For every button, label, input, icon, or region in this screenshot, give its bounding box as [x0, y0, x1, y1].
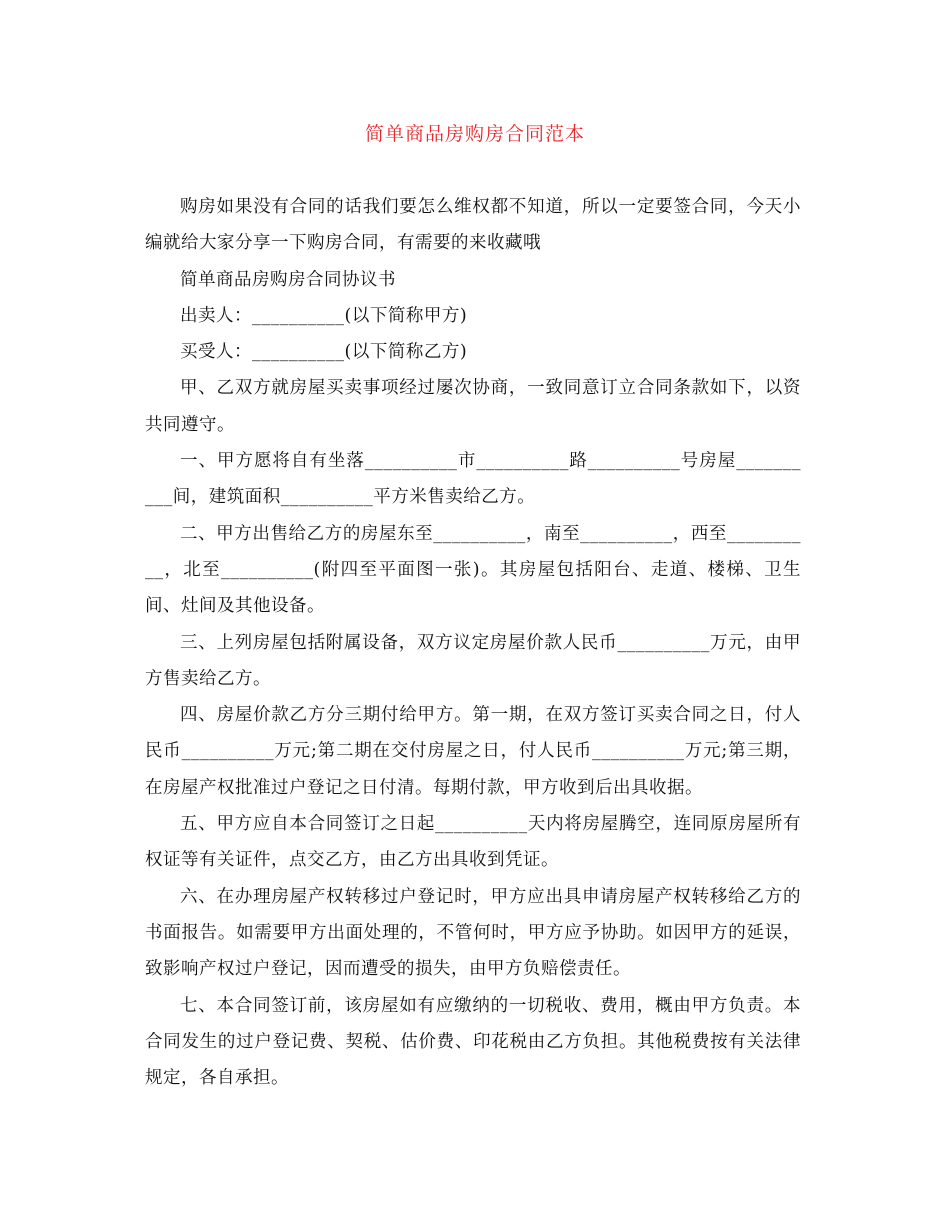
document-title: 简单商品房购房合同范本	[364, 123, 585, 145]
clause-2: 二、甲方出售给乙方的房屋东至__________，南至__________，西至__________，北至__________(附四至平面图一张)。其房屋包括阳台、走道、楼梯、卫生间、灶间及其他设备。	[145, 523, 801, 617]
document-body	[145, 189, 801, 1096]
clause-5: 五、甲方应自本合同签订之日起__________天内将房屋腾空，连同原房屋所有权证等有关证件，点交乙方，由乙方出具收到凭证。	[145, 814, 801, 871]
paragraph-intro: 购房如果没有合同的话我们要怎么维权都不知道，所以一定要签合同，今天小编就给大家分享一下购房合同，有需要的来收藏哦	[145, 197, 801, 254]
paragraph-seller: 出卖人：__________(以下简称甲方)	[180, 305, 468, 326]
clause-7: 七、本合同签订前，该房屋如有应缴纳的一切税收、费用，概由甲方负责。本合同发生的过户登记费、契税、估价费、印花税由乙方负担。其他税费按有关法律规定，各自承担。	[145, 995, 801, 1089]
paragraph-buyer: 买受人：__________(以下简称乙方)	[180, 342, 468, 363]
clause-6: 六、在办理房屋产权转移过户登记时，甲方应出具申请房屋产权转移给乙方的书面报告。如需要甲方出面处理的，不管何时，甲方应予协助。如因甲方的延误，致影响产权过户登记，因而遭受的损失，由甲方负赔偿责任。	[145, 886, 801, 980]
clause-1: 一、甲方愿将自有坐落__________市__________路__________号房屋__________间，建筑面积__________平方米售卖给乙方。	[145, 451, 801, 508]
clause-4: 四、房屋价款乙方分三期付给甲方。第一期，在双方签订买卖合同之日，付人民币__________万元;第二期在交付房屋之日，付人民币__________万元;第三期，在房屋产权批准过户登记之日付清。每期付款，甲方收到后出具收据。	[145, 705, 801, 798]
paragraph-preamble: 甲、乙双方就房屋买卖事项经过屡次协商，一致同意订立合同条款如下，以资共同遵守。	[145, 378, 801, 435]
paragraph-agreement-heading: 简单商品房购房合同协议书	[180, 269, 396, 290]
clause-3: 三、上列房屋包括附属设备，双方议定房屋价款人民币__________万元，由甲方售卖给乙方。	[145, 632, 801, 689]
